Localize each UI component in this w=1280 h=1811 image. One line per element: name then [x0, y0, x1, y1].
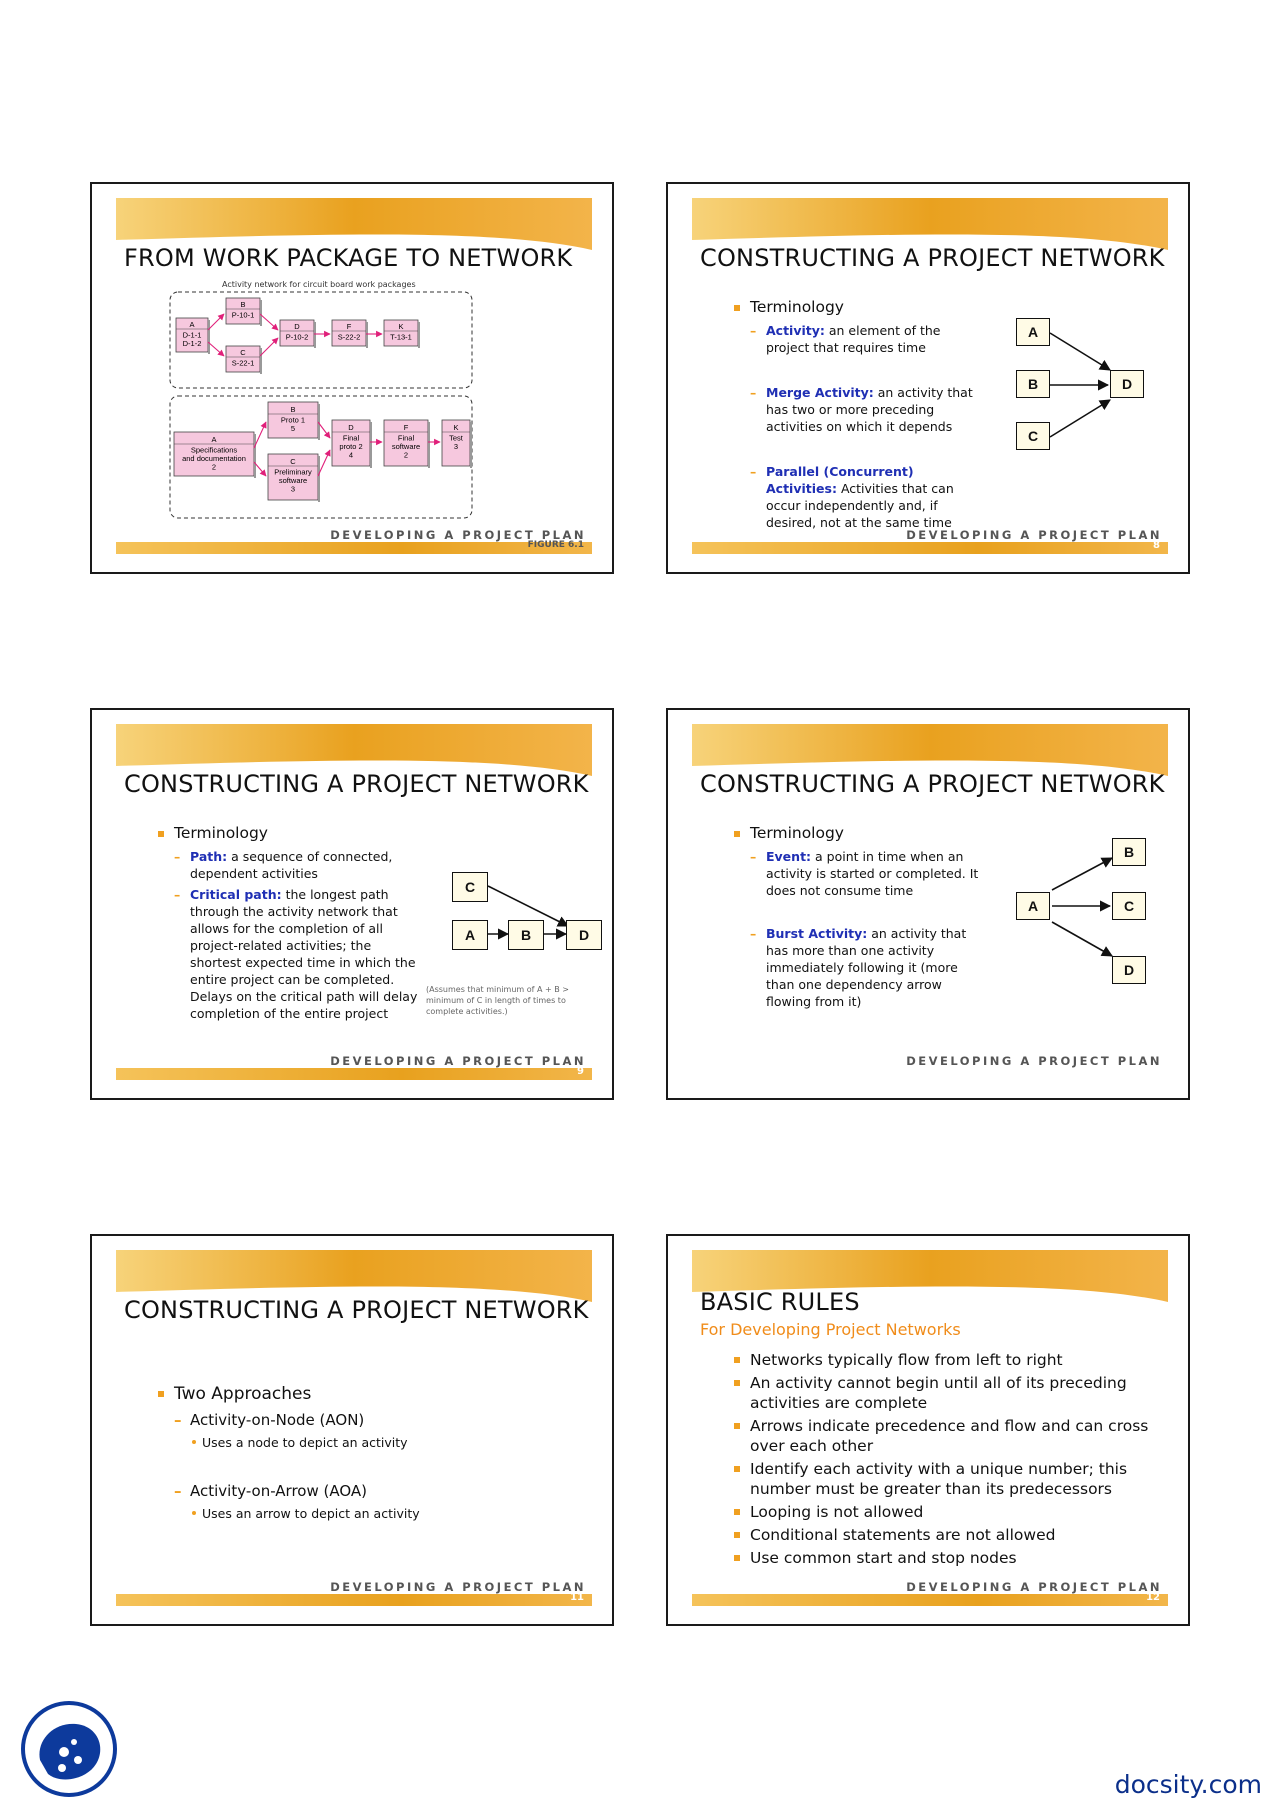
term-label: Event:	[766, 849, 812, 864]
node-d: D	[1112, 956, 1146, 984]
node-body: 5	[290, 424, 296, 433]
term-definition: an element of the project that requires time	[766, 323, 941, 355]
node-head: B	[290, 405, 296, 414]
node-head: D	[348, 423, 354, 432]
term-definition: a sequence of connected, dependent activities	[190, 849, 393, 881]
bullet-list	[156, 824, 418, 1032]
slide-footer-bar	[116, 1068, 592, 1080]
term-definition: an activity that has more than one activity immediately following it (more than one dependency arrow flowing from it)	[766, 926, 967, 1009]
slide-footer-bar	[116, 1594, 592, 1606]
slide-header-swoosh	[116, 198, 592, 250]
node-d: D	[566, 920, 602, 950]
slide-work-package-network	[90, 182, 614, 574]
slide-footer-bar	[116, 542, 592, 554]
rule-item: Use common start and stop nodes	[732, 1548, 1152, 1568]
network-node-a	[176, 318, 210, 354]
node-b: B	[508, 920, 544, 950]
node-a: A	[1016, 318, 1050, 346]
page-number: 8	[1153, 540, 1160, 551]
slide-footer-label: DEVELOPING A PROJECT PLAN	[330, 1580, 586, 1594]
term-definition: Activities that can occur independently and, if desired, not at the same time	[766, 481, 954, 530]
node-body: D-1-2	[182, 339, 202, 348]
bullet-list	[732, 824, 982, 1020]
network-node-d	[332, 420, 372, 468]
aon-description: Uses a node to depict an activity	[190, 1434, 556, 1451]
network-node-f	[384, 420, 430, 468]
slide-footer-label: DEVELOPING A PROJECT PLAN	[906, 528, 1162, 542]
slide-footer-bar	[692, 1594, 1168, 1606]
node-body: D-1-1	[182, 330, 202, 340]
approach-aon	[174, 1410, 556, 1451]
network-node-d	[280, 320, 316, 348]
figure-label: FIGURE 6.1	[527, 540, 584, 550]
node-body: and documentation	[182, 454, 246, 463]
bullet-terminology	[156, 824, 418, 1022]
slide-title: CONSTRUCTING A PROJECT NETWORK	[124, 1296, 589, 1324]
node-body: 4	[348, 450, 354, 460]
node-body: P-10-1	[231, 310, 255, 320]
slide-footer-label: DEVELOPING A PROJECT PLAN	[330, 528, 586, 542]
rule-item: Networks typically flow from left to right	[732, 1350, 1152, 1370]
slide-footer-bar	[692, 542, 1168, 554]
term-label: Activity:	[766, 323, 825, 338]
slide-footer-label: DEVELOPING A PROJECT PLAN	[906, 1580, 1162, 1594]
term-activity	[750, 322, 982, 356]
network-node-k	[442, 420, 472, 468]
approach-label: Activity-on-Arrow (AOA)	[190, 1482, 368, 1500]
network-node-b	[268, 402, 320, 440]
node-head: A	[211, 435, 217, 444]
bullet-list	[156, 1384, 556, 1532]
term-label: Parallel (Concurrent) Activities:	[766, 464, 914, 496]
page-number: 12	[1146, 1592, 1160, 1603]
term-label: Path:	[190, 849, 228, 864]
aoa-description: Uses an arrow to depict an activity	[190, 1505, 556, 1522]
rule-item: Arrows indicate precedence and flow and can cross over each other	[732, 1416, 1152, 1456]
term-definition: an activity that has two or more preceding activities on which it depends	[766, 385, 973, 434]
node-body: Preliminary	[274, 467, 312, 477]
slide-basic-rules	[666, 1234, 1190, 1626]
node-body: 2	[211, 462, 217, 472]
bullet-list	[732, 298, 982, 541]
node-body: 2	[403, 450, 409, 460]
bullet-terminology	[732, 824, 982, 1010]
node-body: Specifications	[190, 445, 238, 455]
term-path	[174, 848, 418, 882]
node-head: F	[346, 322, 352, 331]
network-node-c	[226, 346, 262, 374]
node-head: B	[240, 300, 246, 309]
node-body: 3	[290, 484, 296, 494]
node-head: A	[189, 320, 195, 329]
node-c: C	[1112, 892, 1146, 920]
bullet-terminology	[732, 298, 982, 531]
network-arrow	[208, 342, 224, 356]
node-a: A	[1016, 892, 1050, 920]
network-node-c	[268, 454, 320, 502]
slide-two-approaches	[90, 1234, 614, 1626]
rule-item: Conditional statements are not allowed	[732, 1525, 1152, 1545]
slide-terminology-path	[90, 708, 614, 1100]
bullet-text: Terminology	[750, 824, 844, 842]
slide-header-swoosh	[692, 724, 1168, 776]
bullet-two-approaches	[156, 1384, 556, 1522]
node-c: C	[1016, 422, 1050, 450]
rule-item: Identify each activity with a unique number; this number must be greater than its predecessors	[732, 1459, 1152, 1499]
approach-detail	[190, 1505, 556, 1522]
approach-detail	[190, 1434, 556, 1451]
node-body: T-13-1	[390, 332, 412, 342]
term-label: Merge Activity:	[766, 385, 874, 400]
term-label: Burst Activity:	[766, 926, 868, 941]
node-body: S-22-2	[337, 332, 361, 342]
rule-item: An activity cannot begin until all of its preceding activities are complete	[732, 1373, 1152, 1413]
node-head: D	[294, 322, 300, 331]
brand-text: docsity.com	[1114, 1770, 1262, 1799]
node-head: K	[453, 423, 459, 432]
node-body: software	[391, 442, 421, 451]
term-list	[750, 322, 982, 531]
docsity-logo	[20, 1700, 118, 1798]
node-body: Test	[449, 433, 463, 443]
term-definition: a point in time when an activity is started or completed. It does not consume time	[766, 849, 979, 898]
figure-caption: Activity network for circuit board work packages	[222, 280, 416, 289]
term-list	[750, 848, 982, 1010]
term-list	[174, 848, 418, 1022]
slide-title: FROM WORK PACKAGE TO NETWORK	[124, 244, 573, 272]
node-body: software	[278, 476, 308, 485]
network-node-k	[384, 320, 420, 348]
node-head: F	[403, 423, 409, 432]
bullet-text: Two Approaches	[174, 1384, 312, 1404]
slide-header-swoosh	[116, 1250, 592, 1302]
term-parallel-activities	[750, 463, 982, 531]
network-node-b	[226, 298, 262, 326]
slide-header-swoosh	[116, 724, 592, 776]
node-body: Final	[342, 433, 360, 443]
slide-terminology-event	[666, 708, 1190, 1100]
rule-item: Looping is not allowed	[732, 1502, 1152, 1522]
slide-subtitle: For Developing Project Networks	[700, 1320, 961, 1339]
node-head: C	[290, 457, 296, 466]
slide-title: CONSTRUCTING A PROJECT NETWORK	[700, 770, 1165, 798]
network-node-f	[332, 320, 368, 348]
node-b: B	[1112, 838, 1146, 866]
approach-label: Activity-on-Node (AON)	[190, 1411, 365, 1429]
work-package-network-figure	[168, 290, 484, 522]
page-number: 9	[577, 1066, 584, 1077]
node-b: B	[1016, 370, 1050, 398]
node-body: S-22-1	[231, 358, 255, 368]
node-d: D	[1110, 370, 1144, 398]
slide-terminology-activity	[666, 182, 1190, 574]
page-number: 11	[570, 1592, 584, 1603]
node-body: Final	[397, 433, 415, 443]
slide-title: BASIC RULES	[700, 1288, 860, 1316]
rules-list	[732, 1350, 1152, 1571]
term-critical-path	[174, 886, 418, 1022]
node-a: A	[452, 920, 488, 950]
bullet-text: Terminology	[174, 824, 268, 842]
network-arrow	[208, 314, 224, 330]
term-event	[750, 848, 982, 899]
slide-footer-label: DEVELOPING A PROJECT PLAN	[906, 1054, 1162, 1068]
slide-footer-label: DEVELOPING A PROJECT PLAN	[330, 1054, 586, 1068]
bullet-text: Terminology	[750, 298, 844, 316]
term-merge-activity	[750, 384, 982, 435]
approach-aoa	[174, 1481, 556, 1522]
term-definition: the longest path through the activity network that allows for the completion of all project-related activities; the shortest expected time in which the entire project can be completed. Delays on the critical path will delay completion of the entire project	[190, 887, 418, 1021]
network-arrow	[260, 314, 278, 330]
slide-title: CONSTRUCTING A PROJECT NETWORK	[124, 770, 589, 798]
node-body: proto 2	[339, 442, 363, 451]
node-head: K	[398, 322, 404, 331]
node-body: 3	[453, 442, 459, 451]
assumption-note: (Assumes that minimum of A + B > minimum of C in length of times to complete activities.)	[426, 985, 569, 1016]
node-body: Proto 1	[280, 415, 306, 425]
network-arrow	[260, 338, 278, 356]
term-burst-activity	[750, 925, 982, 1010]
node-head: C	[240, 348, 246, 357]
approach-list	[174, 1410, 556, 1522]
slide-title: CONSTRUCTING A PROJECT NETWORK	[700, 244, 1165, 272]
node-body: P-10-2	[285, 332, 309, 342]
network-node-a	[174, 432, 256, 478]
slide-header-swoosh	[692, 198, 1168, 250]
node-c: C	[452, 872, 488, 902]
term-label: Critical path:	[190, 887, 282, 902]
